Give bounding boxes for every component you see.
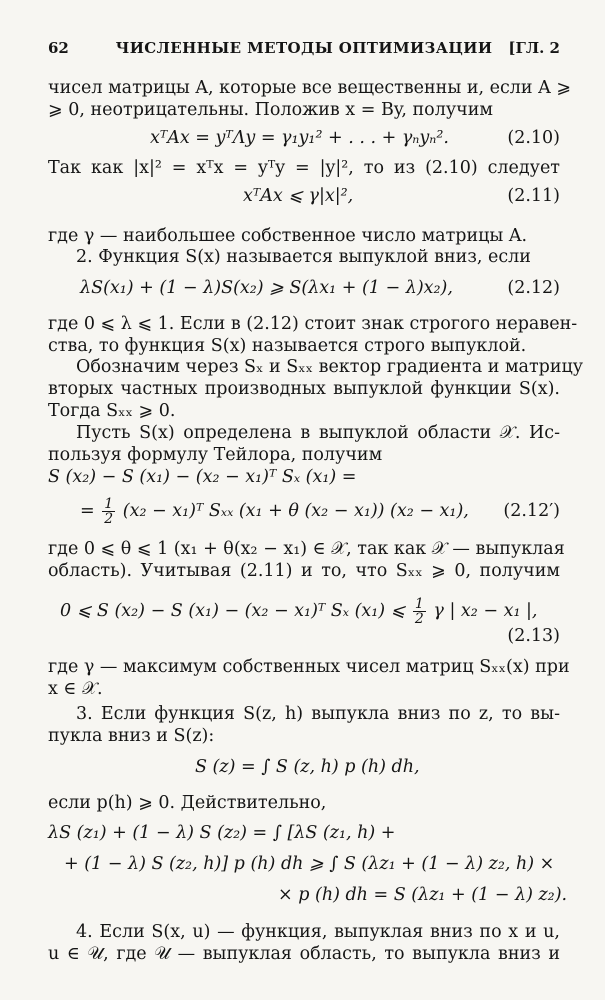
text-line: ⩾ 0, неотрицательны. Положив x = By, получим <box>48 100 493 120</box>
equation-number: (2.11) <box>507 186 560 206</box>
fraction-numerator: 1 <box>414 596 424 612</box>
text-line: Обозначим через Sₓ и Sₓₓ вектор градиента и матрицу <box>76 357 584 377</box>
text-line: чисел матрицы A, которые все вещественны и, если A ⩾ <box>48 78 571 98</box>
equation-2-10: xᵀAx = yᵀΛy = γ₁y₁² + . . . + γₙyₙ². <box>150 128 449 148</box>
equation-2-11: xᵀAx ⩽ γ|x|², <box>243 186 354 206</box>
text-line: x ∈ 𝒳. <box>48 679 103 699</box>
text-line: область). Учитывая (2.11) и то, что Sₓₓ ⩾ 0, получим <box>48 561 560 581</box>
fraction-one-half <box>102 497 115 526</box>
equals-sign: = <box>80 501 95 521</box>
page-number: 62 <box>48 39 69 57</box>
text-line: где γ — максимум собственных чисел матриц Sₓₓ(x) при <box>48 657 570 677</box>
equation-integral: S (z) = ∫ S (z, h) p (h) dh, <box>195 757 420 777</box>
text-line: если p(h) ⩾ 0. Действительно, <box>48 793 327 813</box>
equation-number: (2.12′) <box>503 501 560 521</box>
equation-proof-line1: λS (z₁) + (1 − λ) S (z₂) = ∫ [λS (z₁, h) + <box>48 823 396 843</box>
fraction-numerator: 1 <box>104 496 114 512</box>
running-title: ЧИСЛЕННЫЕ МЕТОДЫ ОПТИМИЗАЦИИ <box>115 39 493 57</box>
text-line: Так как |x|² = xᵀx = yᵀy = |y|², то из (2.10) следует <box>48 158 560 178</box>
text-line: где γ — наибольшее собственное число матрицы A. <box>48 226 528 246</box>
equation-head: 0 ⩽ S (x₂) − S (x₁) − (x₂ − x₁)ᵀ Sₓ (x₁) ⩽ <box>60 601 406 621</box>
fraction-denominator: 2 <box>104 511 114 527</box>
equation-number: (2.12) <box>507 278 560 298</box>
text-line: ства, то функция S(x) называется строго выпуклой. <box>48 336 527 356</box>
text-line: Пусть S(x) определена в выпуклой области 𝒳. Ис- <box>76 423 560 443</box>
text-line: u ∈ 𝒰, где 𝒰 — выпуклая область, то выпукла вниз и <box>48 944 560 964</box>
text-line: 3. Если функция S(z, h) выпукла вниз по z, то вы- <box>76 704 560 724</box>
fraction-denominator: 2 <box>414 611 424 627</box>
text-line: пользуя формулу Тейлора, получим <box>48 445 383 465</box>
equation-number: (2.13) <box>507 626 560 646</box>
equation-tail: γ | x₂ − x₁ |, <box>433 601 538 621</box>
equation-2-12: λS(x₁) + (1 − λ)S(x₂) ⩾ S(λx₁ + (1 − λ)x₂), <box>80 278 453 298</box>
equation-proof-line2: + (1 − λ) S (z₂, h)] p (h) dh ⩾ ∫ S (λz₁ + (1 − λ) z₂, h) × <box>64 854 555 874</box>
chapter-label: [ГЛ. 2 <box>508 39 560 57</box>
text-line: 4. Если S(x, u) — функция, выпуклая вниз по x и u, <box>76 922 560 942</box>
equation-number: (2.10) <box>507 128 560 148</box>
text-line: 2. Функция S(x) называется выпуклой вниз, если <box>76 247 531 267</box>
text-line: где 0 ⩽ λ ⩽ 1. Если в (2.12) стоит знак строгого неравен- <box>48 314 578 334</box>
equation-2-13 <box>60 597 537 626</box>
equation-proof-line3: × p (h) dh = S (λz₁ + (1 − λ) z₂). <box>278 885 568 905</box>
text-line: пукла вниз и S(z): <box>48 726 215 746</box>
text-line: Тогда Sₓₓ ⩾ 0. <box>48 401 176 421</box>
text-line: вторых частных производных выпуклой функции S(x). <box>48 379 560 399</box>
text-line: где 0 ⩽ θ ⩽ 1 (x₁ + θ(x₂ − x₁) ∈ 𝒳, так как 𝒳 — выпуклая <box>48 539 565 559</box>
equation-2-12-prime-line2 <box>80 497 469 526</box>
equation-2-12-prime-line1: S (x₂) − S (x₁) − (x₂ − x₁)ᵀ Sₓ (x₁) = <box>48 467 357 487</box>
fraction-one-half <box>413 597 426 626</box>
equation-tail: (x₂ − x₁)ᵀ Sₓₓ (x₁ + θ (x₂ − x₁)) (x₂ − x₁), <box>122 501 469 521</box>
